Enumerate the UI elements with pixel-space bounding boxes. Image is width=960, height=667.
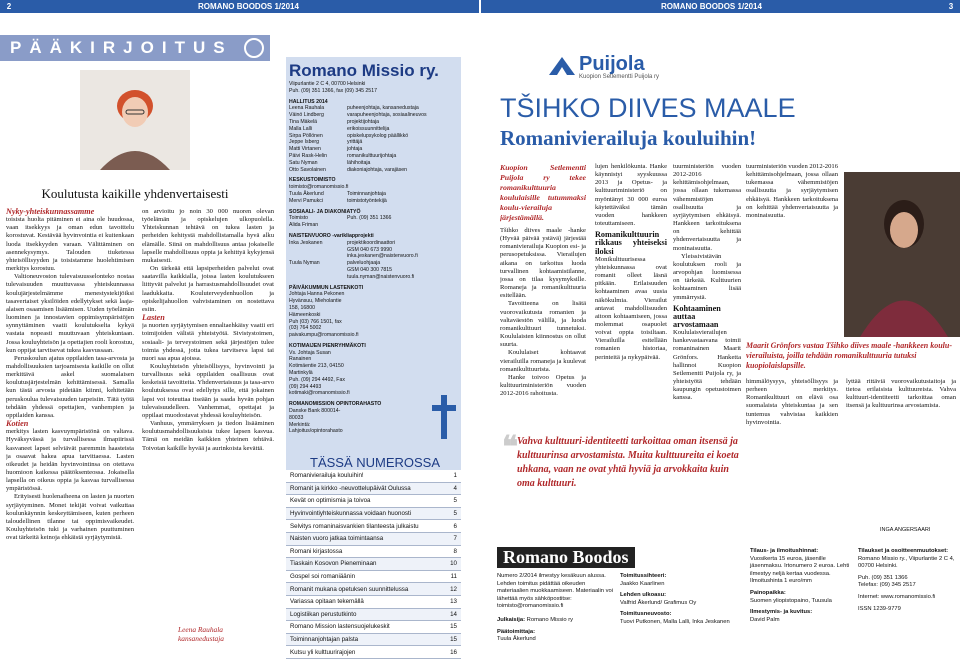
cell (289, 253, 347, 260)
contact-row (286, 363, 461, 377)
cell: Malla Lalli (289, 125, 313, 132)
imprint-text (750, 548, 850, 624)
toc-row (286, 646, 461, 659)
value: Telefax: (09) 345 2517 (858, 582, 916, 589)
subheading: Kohtaaminen auttaa arvostamaan (673, 303, 721, 329)
table-of-contents (286, 470, 461, 659)
cell: Tina Mäkelä (289, 118, 318, 125)
cell: Puh. (09) 294 4492, Fax (09) 294 4493 (289, 376, 345, 390)
org-title: Romano Missio ry. (289, 61, 439, 80)
paragraph: Hanke toivoo Opetus ja kulttuuriministeriön vuoden 2012-2016 rahoitusta. (500, 373, 586, 398)
value: Jaakko Kaarlinen (620, 580, 665, 587)
contact-row (286, 350, 461, 364)
toc-row (286, 520, 461, 533)
cell: Matti Virtanen (289, 146, 321, 153)
cell: Merkintä: Lahjoitus/opintorahasto (289, 421, 343, 435)
toc-row (286, 571, 461, 584)
section-heading: SOSIAALI- JA DIAKONIATYÖ (289, 208, 361, 215)
toc-entry: Romano Mission lastensuojelukeskit (290, 623, 390, 631)
value: Romano Missio ry (526, 616, 574, 623)
article-column-2 (595, 163, 667, 423)
cell (289, 267, 347, 274)
editorial-title: Koulutusta kaikille yhdenvertaisesti (41, 186, 229, 201)
imprint-text (858, 548, 958, 613)
org-phone: Puh. (09) 351 1366, fax (09) 345 2517 (289, 87, 377, 94)
contact-row (286, 332, 461, 339)
cell: varapuheenjohtaja, sosiaalineuvos (347, 112, 427, 119)
board-member-row (286, 133, 461, 140)
imprint-text (620, 573, 730, 627)
cell: Tuula Nyman (289, 260, 320, 267)
toc-entry: Tiaskain Kosovon Pieneminaan (290, 560, 377, 568)
contact-row (286, 298, 461, 318)
paragraph: Erityisesti huolenaiheena on lasten ja nuorten syrjäytyminen. Monet tekijät voivat vaikuttaa koulunkäynnin keskeyttämiseen, kuten perheen taloudellinen tilanne tai oppimisvaikeudet. Kouluyhteisön tuki ja varhainen puuttuminen ovat tärkeitä keinoja ehkäistä syrjäytymistä. (6, 493, 134, 542)
value: Romano Missio ry., Viipurlantie 2 C 4, 00700 Helsinki. (858, 555, 955, 570)
cell: palveluohjaaja (347, 260, 381, 267)
cross-icon (432, 395, 456, 439)
cell (289, 247, 347, 254)
contact-row (286, 377, 461, 391)
article-column-1 (500, 163, 586, 423)
toc-entry: Kutsu yli kulttuurirajojen (290, 648, 356, 656)
board-member-row (286, 119, 461, 126)
paragraph: Vanhuus, ymmärryksen ja tiedon lisääminen koulutusmahdollisuuksista tukee lapsen kasvua. Tämä on meidän kaikkien yhteinen tehtävä. Toivotan kaikille hyvää ja aurinkoista kevättä. (142, 420, 274, 452)
section-banner (0, 35, 270, 61)
section-heading: ROMANOMISSION OPINTORAHASTO (289, 401, 382, 408)
board-member-row (286, 146, 461, 153)
paragraph: Valtioneuvoston tulevaisuusselonteko nostaa tulevaisuuden muuttuvassa yhteiskunnassa koulujärjestelmämme menestystekijöiksi tasavertaiset yksilöiden edellytykset sekä laaja-alaisen osaamisen lisäämisen. Uuden työelämän luominen ja innostavien oppimisympäristöjen synnyttäminen vaatii koulutukselta kykyä vastata nopeasti muuttuvaan yhteiskuntaan. Jossa kouluyhteisön ja opettajien rooli korostuu, kun oppijat tarvitsevat tukea kasvussaan. (6, 273, 134, 354)
label: Tilaus- ja ilmoitushinnat: (750, 548, 819, 554)
cell: Toiminnanjohtaja (347, 190, 386, 197)
toc-entry: Romani kirjastossa (290, 547, 343, 555)
paragraph: Tavoitteena on lisätä vuorovaikutusta romanien ja valtaväestön välillä, ja luoda romanikulttuuri tunnetuksi. Koululaisten kiinnostus on ollut suurta. (500, 300, 586, 349)
staff-row (286, 260, 461, 267)
toc-page: 5 (453, 510, 457, 518)
contact-list (286, 291, 461, 339)
article-column-4 (746, 163, 838, 338)
toc-page: 16 (450, 648, 457, 656)
toc-row (286, 546, 461, 559)
subheading: Romanikulttuurin rikkaus yhteiseksi iloksi (595, 230, 667, 256)
page-number: 2 (6, 2, 12, 11)
board-member-row (286, 112, 461, 119)
article-title: Romanivierailuja kouluihin! (500, 126, 757, 150)
contact-row (286, 291, 461, 298)
toc-page: 1 (453, 472, 457, 480)
toc-page: 4 (453, 484, 457, 492)
staff-row (286, 198, 461, 205)
value: Suomen yliopistopaino, Tuusula (750, 597, 832, 604)
signature-role: kansanedustaja (178, 634, 224, 643)
cell: yrittäjä (347, 139, 363, 146)
board-list (286, 105, 461, 173)
toc-row (286, 609, 461, 622)
cell: Leena Rauhala (289, 105, 325, 112)
paragraph: On tärkeää että lapsiperheiden palvelut ovat saatavilla kaikkialla, joissa lasten koulutukseen liittyvät palvelut ja harrastusmahdollisuudet ovat laadukkaita. Kouluterveydenhuollon ja opiskelijahuollon vahvistaminen on nostettava esiin. (142, 265, 274, 313)
section-heading: PÄIVÄKUMMUN LASTENKOTI (289, 284, 364, 291)
value: Puh. (09) 351 1366 (858, 574, 908, 581)
cell: opiskelupsykolog päällikkö (347, 132, 409, 139)
toc-row (286, 558, 461, 571)
board-member-row (286, 153, 461, 160)
toc-page: 15 (450, 636, 457, 644)
toc-page: 12 (450, 585, 457, 593)
board-member-row (286, 167, 461, 174)
cell: erikoissuunnittelija (347, 125, 390, 132)
value: Internet: www.romanomissio.fi (858, 593, 936, 600)
pull-quote: Vahva kulttuuri-identiteetti tarkoittaa oman itsensä ja kulttuurinsa arvostamista. Muita kulttuureita ei koeta uhkana, vaan ne ovat yhtä hyviä ja arvokkaita kuin oma kulttuuri. (517, 436, 739, 489)
toc-row (286, 634, 461, 647)
paragraph: lyttää rittäviä vuorovaikutustaitoja ja tietoa erilaisista kulttuureista. Vahva kulttuuri-identiteetti tarkoittaa oman itsensä ja kulttuurinsa arvostamista. (846, 378, 956, 410)
paragraph: Monikulttuurisessa yhteiskunnassa ovat romanit olleet läsnä pitkään. Erilaisuuden kohtaaminen avaa uusia näkökulmia. Vierailut antavat mahdollisuuden aitoon kohtaamiseen, jossa molemmat osapuolet voivat oppia toisiltaan. Vierailuilla esitellään romanien historiaa, perinteitä ja nykypäivää. (595, 255, 667, 361)
label: Tilaukset ja osoitteenmuutokset: (858, 548, 949, 554)
puijola-logo-icon (547, 55, 577, 77)
toc-entry: Hyvinvointiyhteiskunnassa voidaan huonosti (290, 510, 412, 518)
toc-page: 5 (453, 497, 457, 505)
paragraph: tuurministeriön vuoden 2012-2016 kehittämisohjelmaan, jossa ollaan tukemassa vähemmistöjen osallisuutta ja syrjäytymisen ehkäisyä. Hankkeen tarkoituksena on kehittää yhdenvertaisuutta ja moninaisuutta. (746, 163, 838, 219)
value: Tuula Åkerlund (497, 636, 536, 643)
signature-name: Leena Rauhala (178, 625, 223, 634)
board-member-row (286, 105, 461, 112)
staff-row (286, 240, 461, 247)
cell: Otto Savolainen (289, 166, 326, 173)
paragraph: tuurministeriön vuoden 2012-2016 kehittämisohjelmaan, jossa ollaan tukemassa vähemmistöjen osallisuutta ja syrjäytymisen ehkäisyä. Hankkeen tarkoituksena on kehittää yhdenvertaisuutta ja moninaisuutta. (673, 163, 741, 252)
imprint-text (497, 573, 613, 644)
photo-caption: Maarit Grönfors vastaa Tšihko diives maale -hankkeen koulu-vierailuista, joilla tehdään romanikulttuuria tutuksi kuopiolaislapsille. (746, 341, 953, 370)
imprint-desc: Numero 2/2014 ilmestyy kesäkuun alussa. Lehden toimitus pidättää oikeuden materiaalien muokkaamiseen. Materiaalin voi lähettää myös sähköpostitse: toimisto@romanomissio.fi (497, 573, 613, 610)
running-title: ROMANO BOODOS 1/2014 (198, 2, 299, 11)
signature (178, 625, 224, 643)
cell: inka.jeskanen@naistenvuoro.fi (347, 253, 418, 260)
page-header-left (0, 0, 479, 13)
cell: Tuula Åkerlund (289, 190, 324, 197)
contact-row (286, 319, 461, 333)
subject-photo (844, 172, 960, 337)
value: Vuosikerta 15 euroa, jäsenille jäsenmaksu. Irtonumero 2 euroa. Lehti ilmestyy neljä kertaa vuodessa. Ilmoitushinta 1 euro/mm (750, 555, 850, 585)
cell: lähihoitaja (347, 159, 371, 166)
section-heading: KOTIMAIJEN PIENRYHMÄKOTI (289, 342, 366, 349)
person-photo-icon (844, 172, 960, 337)
label: Painopaikka: (750, 589, 786, 596)
board-member-row (286, 126, 461, 133)
cell: Puh. (09) 351 1366 (347, 215, 392, 222)
imprint-logo: Romano Boodos (497, 547, 635, 568)
paragraph: Koululaiset kohtaavat vierailuilla romaneja ja kuulevat romanikulttuurista. (500, 349, 586, 373)
toc-entry: Romanit mukana opetuksen suunnittelussa (290, 585, 409, 593)
article-lede: Kuopion Setlementti Puijola ry tekee romanikulttuuria koululaisille tutummaksi koulu-vierailuja järjestämällä. (500, 163, 586, 222)
contact-list (286, 350, 461, 398)
cell: paivakumpu@romanomissio.fi (289, 332, 359, 339)
toc-page: 7 (453, 535, 457, 543)
lead-heading: Nyky-yhteiskunnassamme (6, 208, 95, 216)
label: Toimitussihteeri: (620, 573, 667, 579)
cell: diakoniajohtaja, varajäsen (347, 166, 407, 173)
section-heading: KESKUSTOIMISTO (289, 177, 336, 184)
value: David Palm (750, 616, 780, 623)
staff-row (286, 247, 461, 254)
article-column-3 (673, 163, 741, 433)
toc-row (286, 470, 461, 483)
paragraph: on arvioitu jo noin 30 000 nuoren olevan työelämän ja opiskelujen ulkopuolella. Yhteiskunnan tehtävä on tukea lasten ja perheiden kehitystä mahdollistamalla hyvä alku elämälle. Siinä on mahdollisuus antaa jokaiselle lapselle mahdollisuus oppia ja kehittyä kykyjensä mukaisesti. (142, 208, 274, 264)
toc-entry: Gospel soi romaniäänin (290, 573, 356, 581)
toc-page: 11 (450, 573, 457, 581)
cell: Kotimäentie 213, 04150 Martinkylä (289, 363, 344, 377)
article-column-5 (746, 378, 838, 538)
section-heading: NAISTENVUORO -varikliapprojekti (289, 232, 374, 239)
cell: projektijohtaja (347, 118, 380, 125)
value: ISSN 1239-9779 (858, 605, 901, 612)
toc-entry: Variassa opitaan tekemällä (290, 598, 364, 606)
value: Tuovi Putkonen, Malla Lalli, Inka Jeskanen (620, 618, 730, 625)
toc-row (286, 495, 461, 508)
paragraph: merkitys lasten kasvuympäristönä on valtava. Hyväksyvässä ja turvallisessa ilmapiirissä kasvaneet lapset selviävät paremmin haasteista ja osaavat hakea apua tarvittaessa. Lasten oikeudet ja heidän hyvinvointinsa on otettava huomioon kaikessa päätöksenteossa. Jokaisella lapsella on oikeus oppia ja kasvaa turvallisessa ympäristössä. (6, 428, 134, 493)
cell: tuula.nyman@naistenvuoro.fi (347, 273, 415, 280)
cell: puheenjohtaja, kansanedustaja (347, 105, 419, 112)
paragraph: lujen henkilökunta. Hanke käynnistyi syyskuussa 2013 ja Opetus- ja kulttuuriministeriö on myöntänyt 30 000 euroa käytettäväksi tämän vuoden hankkeen toteuttamiseen. (595, 163, 667, 228)
cell: Danske Bank 800014-80033 (289, 408, 341, 421)
cell: Johtaja Hanna Pekonen (289, 291, 345, 298)
staff-list (286, 191, 461, 205)
label: Toimitusneuvosto: (620, 611, 672, 618)
cell: Puh (03) 766 1501, fax (03) 764 5002 (289, 318, 342, 332)
toc-row (286, 621, 461, 634)
label: Ilmestymis- ja kuvitus: (750, 609, 813, 616)
toc-row (286, 508, 461, 521)
staff-list (286, 215, 461, 229)
toc-entry: Naisten vuoro jatkaa toimintaansa (290, 535, 384, 543)
puijola-name: Puijola (579, 53, 645, 75)
org-address: Viipurlantie 2 C 4, 00700 Helsinki (289, 81, 366, 87)
toc-entry: Romanit ja kirkko -neuvottelupäivät Oulussa (290, 484, 411, 492)
byline: INGA ANGERSAARI (880, 527, 931, 533)
page-header-right (481, 0, 960, 13)
editorial-column-2 (142, 208, 274, 618)
cell: Inka Jeskanen (289, 239, 323, 246)
staff-row (286, 191, 461, 198)
toc-entry: Kevät on optimismia ja toivoa (290, 497, 371, 505)
cell: Päivi Rask-Helin (289, 152, 328, 159)
section-heading: HALLITUS 2014 (289, 98, 328, 105)
banner-label: PÄÄKIRJOITUS (10, 38, 233, 57)
toc-entry: Romanivierailuja kouluihin! (290, 472, 364, 480)
subheading: Lasten (142, 313, 165, 323)
staff-row (286, 267, 461, 274)
toc-entry: Logistiikan perustutkinto (290, 610, 357, 618)
toc-page: 6 (453, 522, 457, 530)
cell (289, 274, 347, 281)
toc-page: 8 (453, 547, 457, 555)
toc-page: 10 (450, 560, 457, 568)
toc-row (286, 583, 461, 596)
toc-page: 15 (450, 623, 457, 631)
label: Lehden ulkoasu: (620, 592, 667, 599)
staff-row (286, 222, 461, 229)
paragraph: himmälöysyys, yhteisöllisyys ja perheen merkitys. Romanikulttuuri on elävä osa suomalaista yhteiskuntaa ja sen tuntemus vahvistaa kaikkien hyvinvointia. (746, 378, 838, 426)
toc-page: 14 (450, 610, 457, 618)
quote-mark-icon: ❝ (502, 431, 519, 464)
cell: Satu Nyman (289, 159, 318, 166)
toc-entry: Selvitys romaninaisvankien tilanteesta julkaistu (290, 522, 419, 530)
article-kicker: TŠIHKO DIIVES MAALE (500, 93, 796, 123)
label: Päätoimittaja: (497, 628, 536, 635)
cell: romanikulttuurijohtaja (347, 152, 397, 159)
cell: Sirpa Pöllönen (289, 132, 323, 139)
cell: Väinö Lindberg (289, 112, 324, 119)
cell: toimistotyöntekijä (347, 197, 387, 204)
paragraph: ja nuorten syrjäytymisen ennaltaehkäisy vaatii eri toimijoiden välistä yhteistyötä. Sivistystoimen, sosiaali- ja terveystoimen sekä järjestöjen tulee toimia yhdessä, jotta tukea tarvitseva lapsi tai nuori saa apua ajoissa. (142, 322, 274, 362)
paragraph: Koululaisvierailujen hankevastaavana toimii romaninainen Maarit Grönfors. Hanketta hallinnoi Kuopion Setlementti Puijola ry, ja yhteistyötä tehdään kaupungin opetustoimen kanssa. (673, 329, 741, 402)
cell: Jeppe Isberg (289, 139, 319, 146)
page-number: 3 (948, 2, 954, 11)
cell: Mervi Pamukci (289, 197, 324, 204)
toc-title: TÄSSÄ NUMEROSSA (310, 455, 441, 470)
cell: Vs. Johtaja Susan Ranainen (289, 349, 331, 363)
logo-icon (244, 38, 264, 58)
portrait-photo (80, 70, 190, 170)
cell: Alida Friman (289, 222, 319, 229)
editorial-column-1 (6, 208, 134, 663)
puijola-subtitle: Kuopion Setlementti Puijola ry (579, 74, 660, 80)
cell: Toimisto (289, 215, 309, 222)
staff-row (286, 253, 461, 260)
running-title: ROMANO BOODOS 1/2014 (661, 2, 762, 11)
toc-row (286, 596, 461, 609)
toc-row (286, 533, 461, 546)
paragraph: Tšihko diives maale -hanke (Hyvää päivää ystävä) järjestää romanivierailuja Kuopion esi- ja perusopetuksissa. Vierailujen aikana on tarkoitus luoda turvallinen kohtaamistilanne, jossa on tilaa kysymyksille. Romaneja ja romanikulttuuria esitellään. (500, 227, 586, 300)
board-member-row (286, 139, 461, 146)
paragraph: Kouluyhteisön yhteisöllisyys, hyvinvointi ja turvallisuus sekä oppilaiden osallisuus ovat keskeisiä tavoitteita. Yhdenvertaisuus ja tasa-arvo koulutuksessa ovat edellytys sille, että jokainen lapsi voi toteuttaa itseään ja saada hyvän pohjan tulevaisuudelleen. Vanhemmat, opettajat ja oppilaat muodostavat yhdessä kouluyhteisön. (142, 362, 274, 419)
staff-list (286, 240, 461, 281)
toc-page: 13 (450, 598, 457, 606)
toc-entry: Toiminnanjohtajan palsta (290, 636, 359, 644)
label: Julkaisija: (497, 616, 526, 623)
toc-row (286, 483, 461, 496)
paragraph: Yleissivistävän koulutuksen rooli ja arvopohjan luomisessa on tärkeää. Kulttuurien kohtaaminen lisää ymmärrystä. (673, 252, 741, 301)
value: Valfrid Åkerlund/ Grafimus Oy (620, 599, 697, 606)
cell: projektikoordinaattori (347, 239, 396, 246)
paragraph: toisista huolta pitäminen ei aina ole huudossa, vaan itsekkyys ja oman edun tavoittelu korostuvat. Kestävää hyvinvointia ei kuitenkaan luoda itsekkyyden varaan. Välittäminen on asennekysymys. Talouden tiuketessa yhteisöllisyyden ja toisistamme huolehtimisen merkitys korostuu. (6, 216, 134, 273)
subheading: Kotien (6, 419, 29, 429)
board-member-row (286, 160, 461, 167)
cell: Hyvänsuu, Mieholantie 158, 16800 Hämeenkoski (289, 298, 342, 318)
cell: kotimaki@romanomissio.fi (289, 390, 350, 397)
article-column-6 (846, 378, 956, 528)
email: toimisto@romanomissio.fi (289, 184, 349, 191)
staff-row (286, 274, 461, 281)
cell: johtaja (347, 146, 363, 153)
staff-row (286, 215, 461, 222)
cell: GSM 040 673 9990 (347, 246, 392, 253)
puijola-logo (579, 53, 659, 80)
cell: GSM 040 300 7815 (347, 266, 392, 273)
paragraph: Peruskoulun ajatus oppilaiden tasa-arvosta ja mahdollisuuksien tarjoamisesta kaikille on ollut merkittävä askel suomalaisen koulutusjärjestelmän kehittämisessä. Samalla kun tästä arvosta pidetään kiinni, kehitetään peruskoulua tulevaisuuden tarpeisiin. Tätä työtä tehdään yhdessä opettajien, vanhempien ja oppilaiden kanssa. (6, 354, 134, 419)
person-photo-icon (80, 70, 190, 170)
